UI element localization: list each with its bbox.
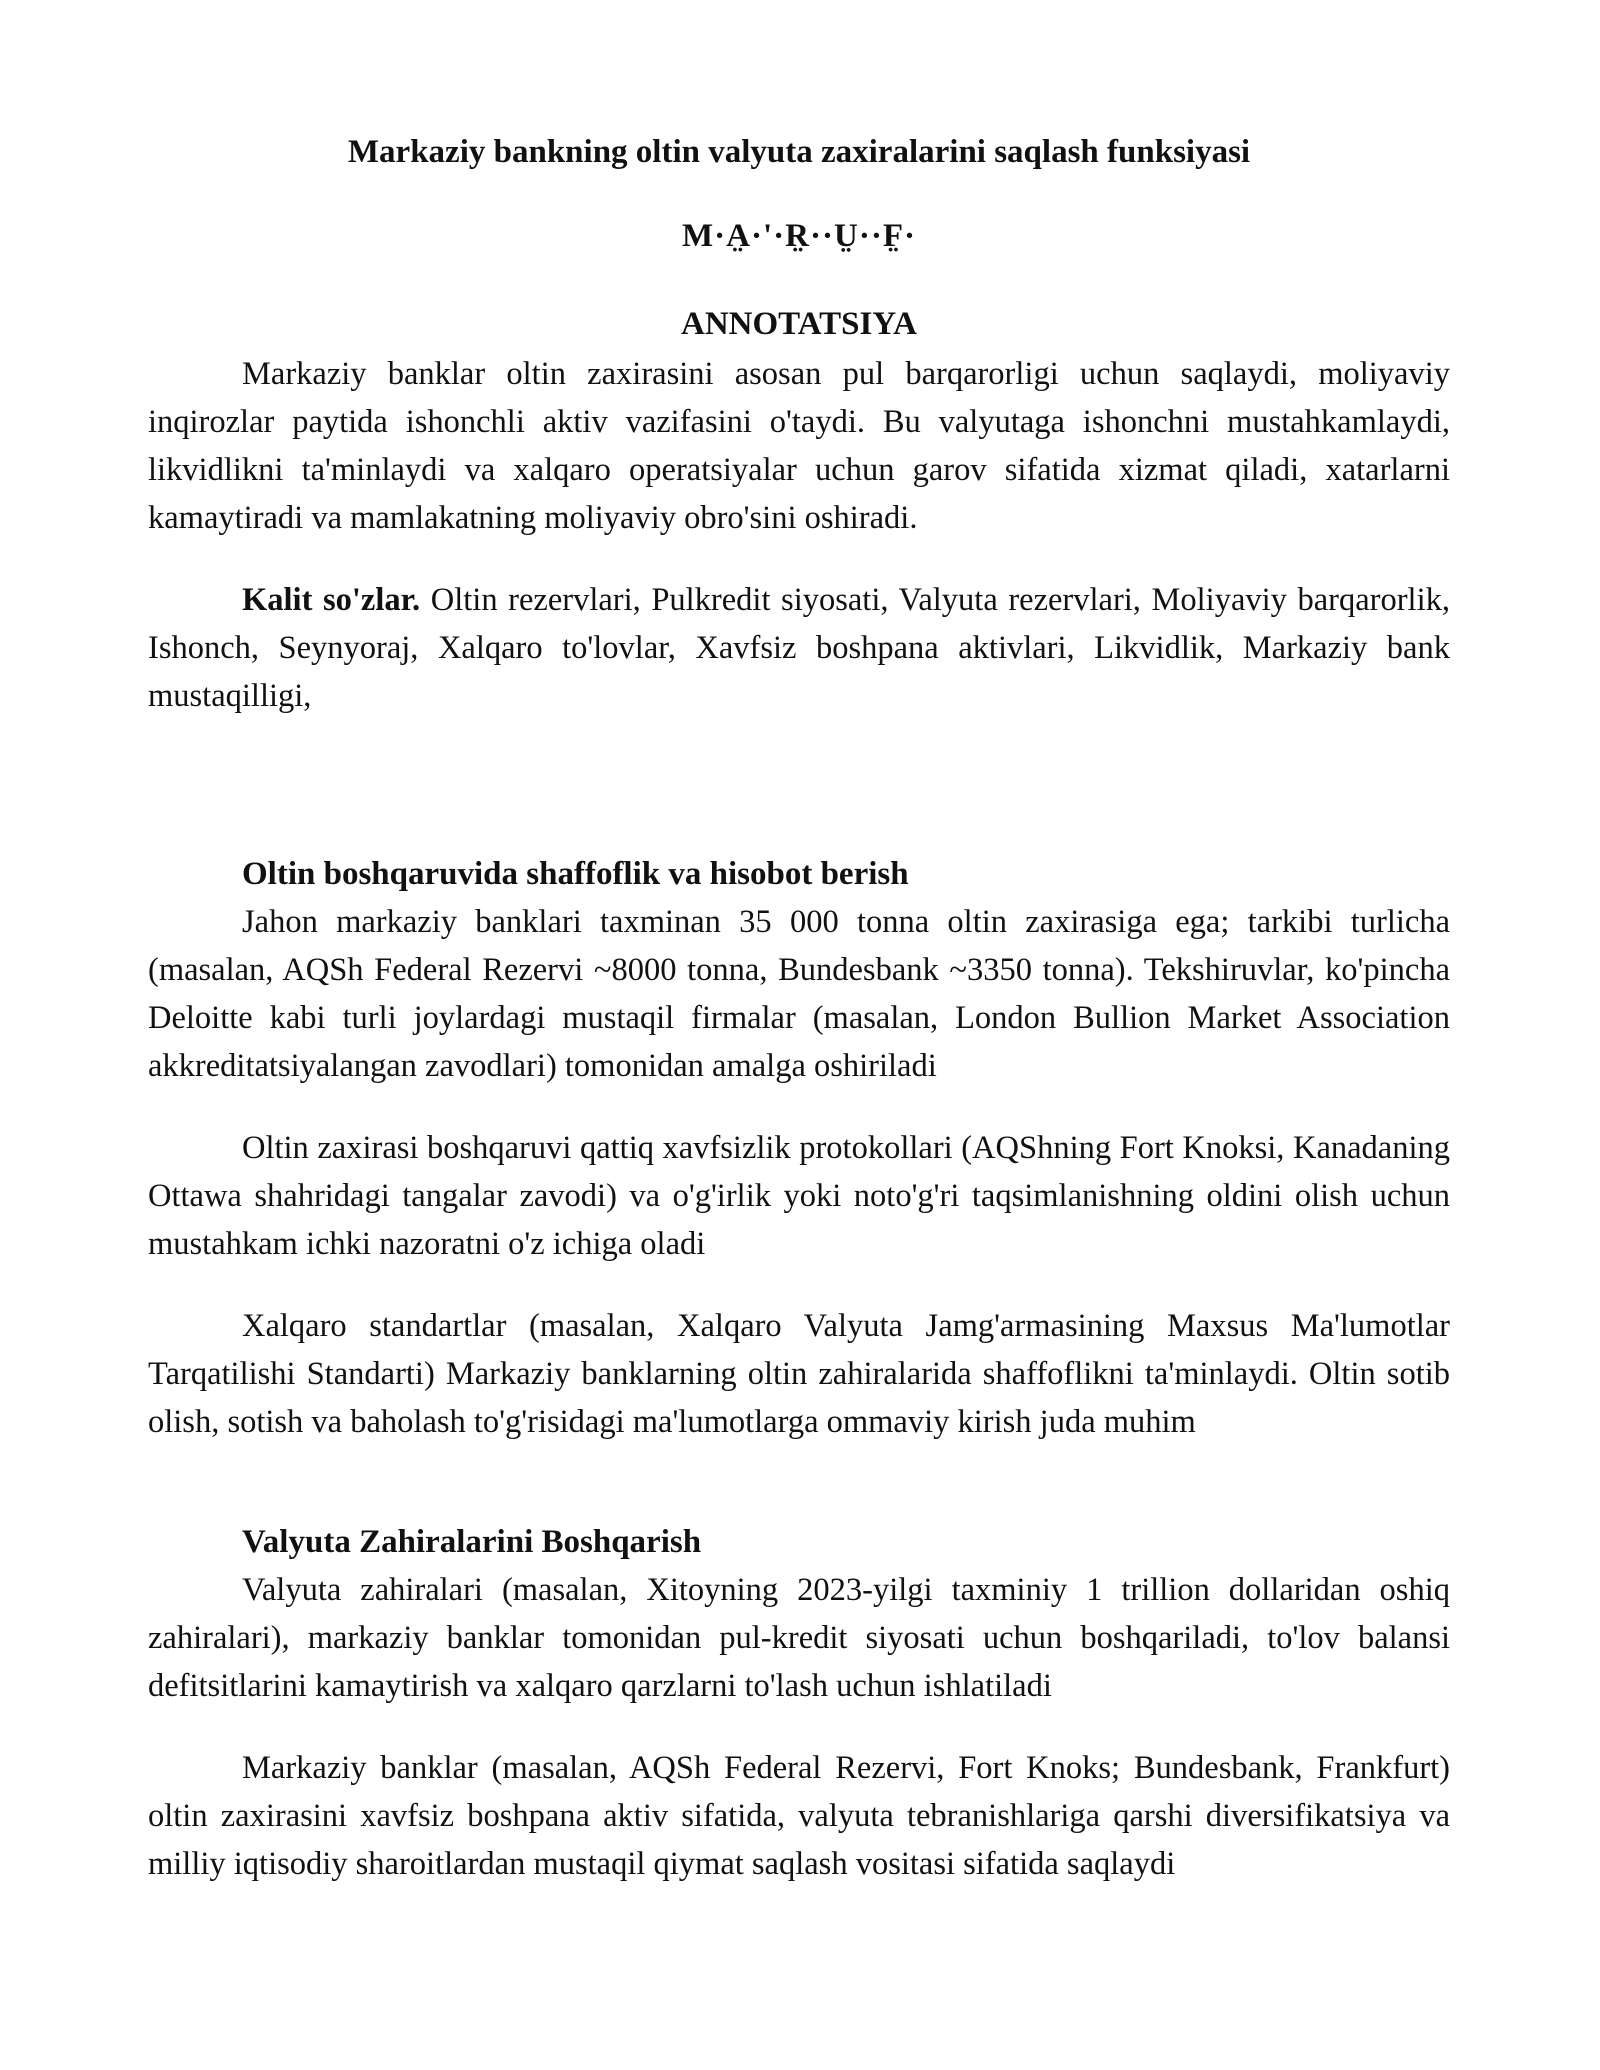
section-heading-currency-reserves: Valyuta Zahiralarini Boshqarish	[242, 1524, 702, 1560]
section-1-paragraph-2: Oltin zaxirasi boshqaruvi qattiq xavfsizlik protokollari (AQShning Fort Knoksi, Kanadaning Ottawa shahridagi tangalar zavodi) va o'g'irlik yoki noto'g'ri taqsimlanishning oldini olish uchun mustahkam ichki nazoratni o'z ichiga oladi	[148, 1130, 1450, 1262]
section-1-paragraph-3: Xalqaro standartlar (masalan, Xalqaro Valyuta Jamg'armasining Maxsus Ma'lumotlar Tarqatilishi Standarti) Markaziy banklarning oltin zahiralarida shaffoflikni ta'minlaydi. Oltin sotib olish, sotish va baholash to'g'risidagi ma'lumotlarga ommaviy kirish juda muhim	[148, 1308, 1450, 1440]
annotation-heading: ANNOTATSIYA	[681, 306, 917, 342]
keywords-text: Oltin rezervlari, Pulkredit siyosati, Valyuta rezervlari, Moliyaviy barqarorlik, Ishonch, Seynyoraj, Xalqaro to'lovlar, Xavfsiz boshpana aktivlari, Likvidlik, Markaziy bank mustaqilligi,	[148, 582, 1450, 714]
annotation-paragraph: Markaziy banklar oltin zaxirasini asosan pul barqarorligi uchun saqlaydi, moliyaviy inqirozlar paytida ishonchli aktiv vazifasini o'taydi. Bu valyutaga ishonchni mustahkamlaydi, likvidlikni ta'minlaydi va xalqaro operatsiyalar uchun garov sifatida xizmat qiladi, xatarlarni kamaytiradi va mamlakatning moliyaviy obro'sini oshiradi.	[148, 356, 1450, 536]
keywords-paragraph	[148, 576, 1450, 720]
section-2-paragraph-1: Valyuta zahiralari (masalan, Xitoyning 2023-yilgi taxminiy 1 trillion dollaridan oshiq zahiralari), markaziy banklar tomonidan pul-kredit siyosati uchun boshqariladi, to'lov balansi defitsitlarini kamaytirish va xalqaro qarzlarni to'lash uchun ishlatiladi	[148, 1572, 1450, 1704]
author-name: M·A̤·'·R̤··Ṳ··F̤·	[681, 218, 916, 254]
section-1-paragraph-1: Jahon markaziy banklari taxminan 35 000 tonna oltin zaxirasiga ega; tarkibi turlicha (masalan, AQSh Federal Rezervi ~8000 tonna, Bundesbank ~3350 tonna). Tekshiruvlar, ko'pincha Deloitte kabi turli joylardagi mustaqil firmalar (masalan, London Bullion Market Association akkreditatsiyalangan zavodlari) tomonidan amalga oshiriladi	[148, 904, 1450, 1084]
document-title: Markaziy bankning oltin valyuta zaxiralarini saqlash funksiyasi	[347, 134, 1251, 170]
section-heading-transparency: Oltin boshqaruvida shaffoflik va hisobot berish	[242, 856, 909, 892]
document-page	[148, 130, 1450, 1888]
section-2-paragraph-2: Markaziy banklar (masalan, AQSh Federal Rezervi, Fort Knoks; Bundesbank, Frankfurt) oltin zaxirasini xavfsiz boshpana aktiv sifatida, valyuta tebranishlariga qarshi diversifikatsiya va milliy iqtisodiy sharoitlardan mustaqil qiymat saqlash vositasi sifatida saqlaydi	[148, 1750, 1450, 1882]
keywords-label: Kalit so'zlar.	[242, 582, 421, 618]
